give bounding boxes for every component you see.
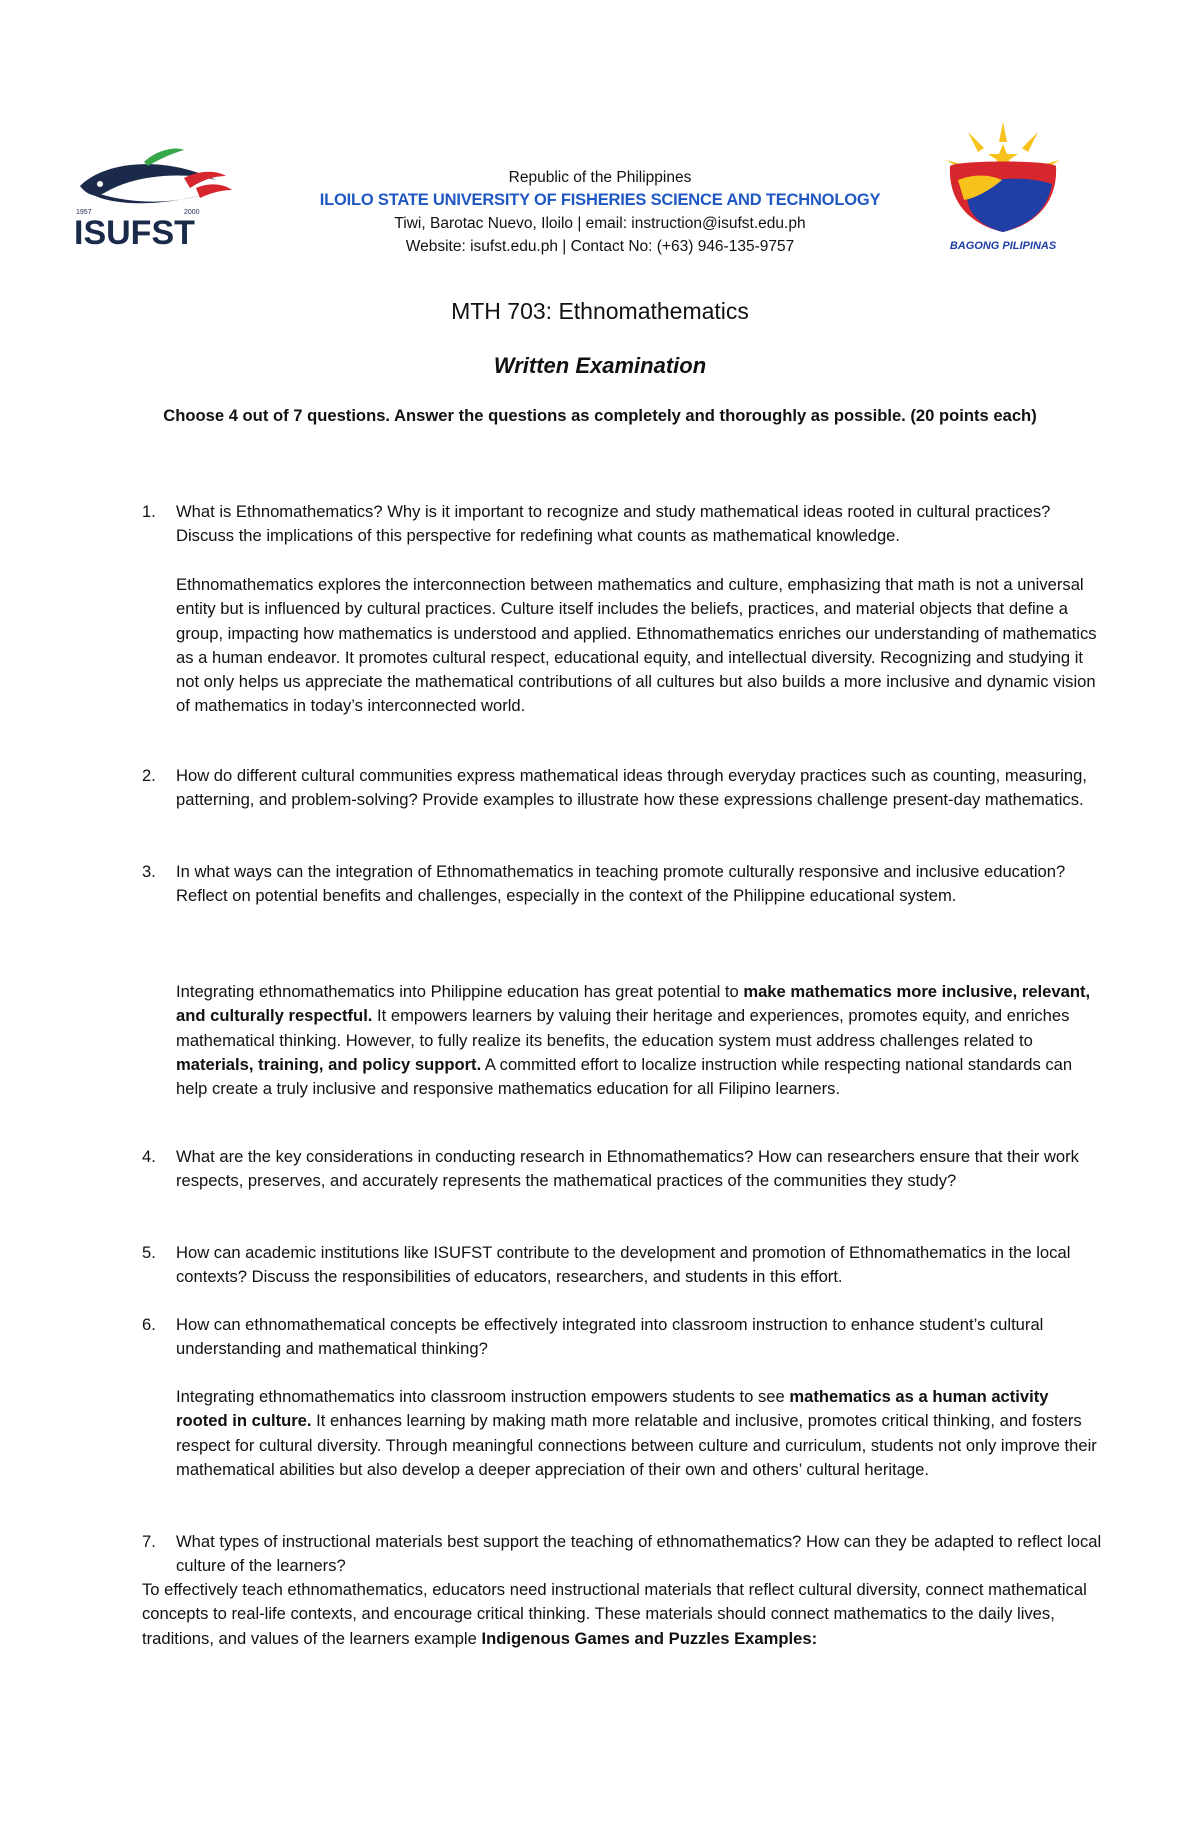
isufst-logo [66,148,246,254]
question-text: In what ways can the integration of Ethnomathematics in teaching promote culturally responsive and inclusive education? Reflect on potential benefits and challenges, especially in the context of the Philippine educational system. [176,862,1066,906]
answer-emphasis: make mathematics more inclusive, relevant, and culturally respectful. [176,982,1091,1026]
country-line: Republic of the Philippines [508,169,692,186]
question-number: 4. [142,1147,156,1166]
question-number: 2. [142,766,156,785]
question-number: 5. [142,1243,156,1262]
answer-text: A committed effort to localize instruction while respecting national standards can help create a truly inclusive and responsive mathematics education for all Filipino learners. [176,1054,1073,1099]
question-text: How can academic institutions like ISUFST contribute to the development and promotion of Ethnomathematics in the local contexts? Discuss the responsibilities of educators, researchers, and students in this effort. [176,1243,1071,1287]
letterhead [300,166,900,258]
logo-caption: BAGONG PILIPINAS [949,240,1057,252]
website-line: Website: isufst.edu.ph | Contact No: (+63) 946-135-9757 [405,238,795,255]
answer-1: Ethnomathematics explores the interconnection between mathematics and culture, emphasizing that math is not a universal entity but is influenced by cultural practices. Culture itself includes the beliefs, practices, and material objects that define a group, impacting how mathematics is understood and applied. Ethnomathematics enriches our understanding of mathematics as a human endeavor. It promotes cultural respect, educational equity, and intellectual diversity. Recognizing and studying it not only helps us appreciate the mathematical contributions of all cultures but also builds a more inclusive and dynamic vision of mathematics in today’s interconnected world. [176,575,1097,716]
question-number: 3. [142,862,156,881]
university-name: ILOILO STATE UNIVERSITY OF FISHERIES SCIENCE AND TECHNOLOGY [319,191,881,209]
logo-year-left: 1957 [76,209,92,216]
question-number: 7. [142,1532,156,1551]
answer-text: To effectively teach ethnomathematics, educators need instructional materials that reflect cultural diversity, connect mathematical concepts to real-life contexts, and encourage critical thinking. These materials should connect mathematics to the daily lives, traditions, and values of the learners example [142,1580,1087,1648]
answer-7 [142,1578,1102,1651]
question-text: What are the key considerations in conducting research in Ethnomathematics? How can researchers ensure that their work respects, preserves, and accurately represents the mathematical practices of the communities they study? [176,1147,1079,1191]
question-text: How do different cultural communities express mathematical ideas through everyday practices such as counting, measuring, patterning, and problem-solving? Provide examples to illustrate how these expressions challenge present-day mathematics. [176,766,1087,810]
bagong-pilipinas-logo [928,120,1078,255]
exam-title: Written Examination [493,353,707,378]
question-text: How can ethnomathematical concepts be effectively integrated into classroom instruction to enhance student’s cultural understanding and mathematical thinking? [176,1315,1044,1359]
question-text: What types of instructional materials best support the teaching of ethnomathematics? How can they be adapted to reflect local culture of the learners? [176,1532,1102,1576]
logo-year-right: 2000 [184,209,200,216]
answer-text: Integrating ethnomathematics into classroom instruction empowers students to see [176,1387,790,1406]
logo-wordmark: ISUFST [74,214,195,252]
answer-text: It enhances learning by making math more relatable and inclusive, promotes critical thinking, and fosters respect for cultural diversity. Through meaningful connections between culture and curriculum, students not only improve their mathematical abilities but also develop a deeper appreciation of their own and others’ cultural heritage. [176,1411,1097,1479]
address-line: Tiwi, Barotac Nuevo, Iloilo | email: instruction@isufst.edu.ph [394,215,806,232]
question-number: 1. [142,502,156,521]
question-number: 6. [142,1315,156,1334]
answer-6 [176,1385,1102,1482]
answer-3 [176,980,1102,1101]
answer-emphasis: mathematics as a human activity rooted in culture. [176,1387,1049,1431]
answer-text: It empowers learners by valuing their heritage and experiences, promotes equity, and enriches mathematical thinking. However, to fully realize its benefits, the education system must address challenges related to [176,1006,1070,1050]
course-title: MTH 703: Ethnomathematics [451,298,749,324]
instructions: Choose 4 out of 7 questions. Answer the questions as completely and thoroughly as possible. (20 points each) [163,406,1037,425]
answer-emphasis: Indigenous Games and Puzzles Examples: [481,1628,818,1648]
answer-text: Integrating ethnomathematics into Philippine education has great potential to [176,982,744,1001]
answer-emphasis: materials, training, and policy support. [176,1054,482,1074]
question-text: What is Ethnomathematics? Why is it important to recognize and study mathematical ideas rooted in cultural practices? Discuss the implications of this perspective for redefining what counts as mathematical knowledge. [176,502,1051,546]
